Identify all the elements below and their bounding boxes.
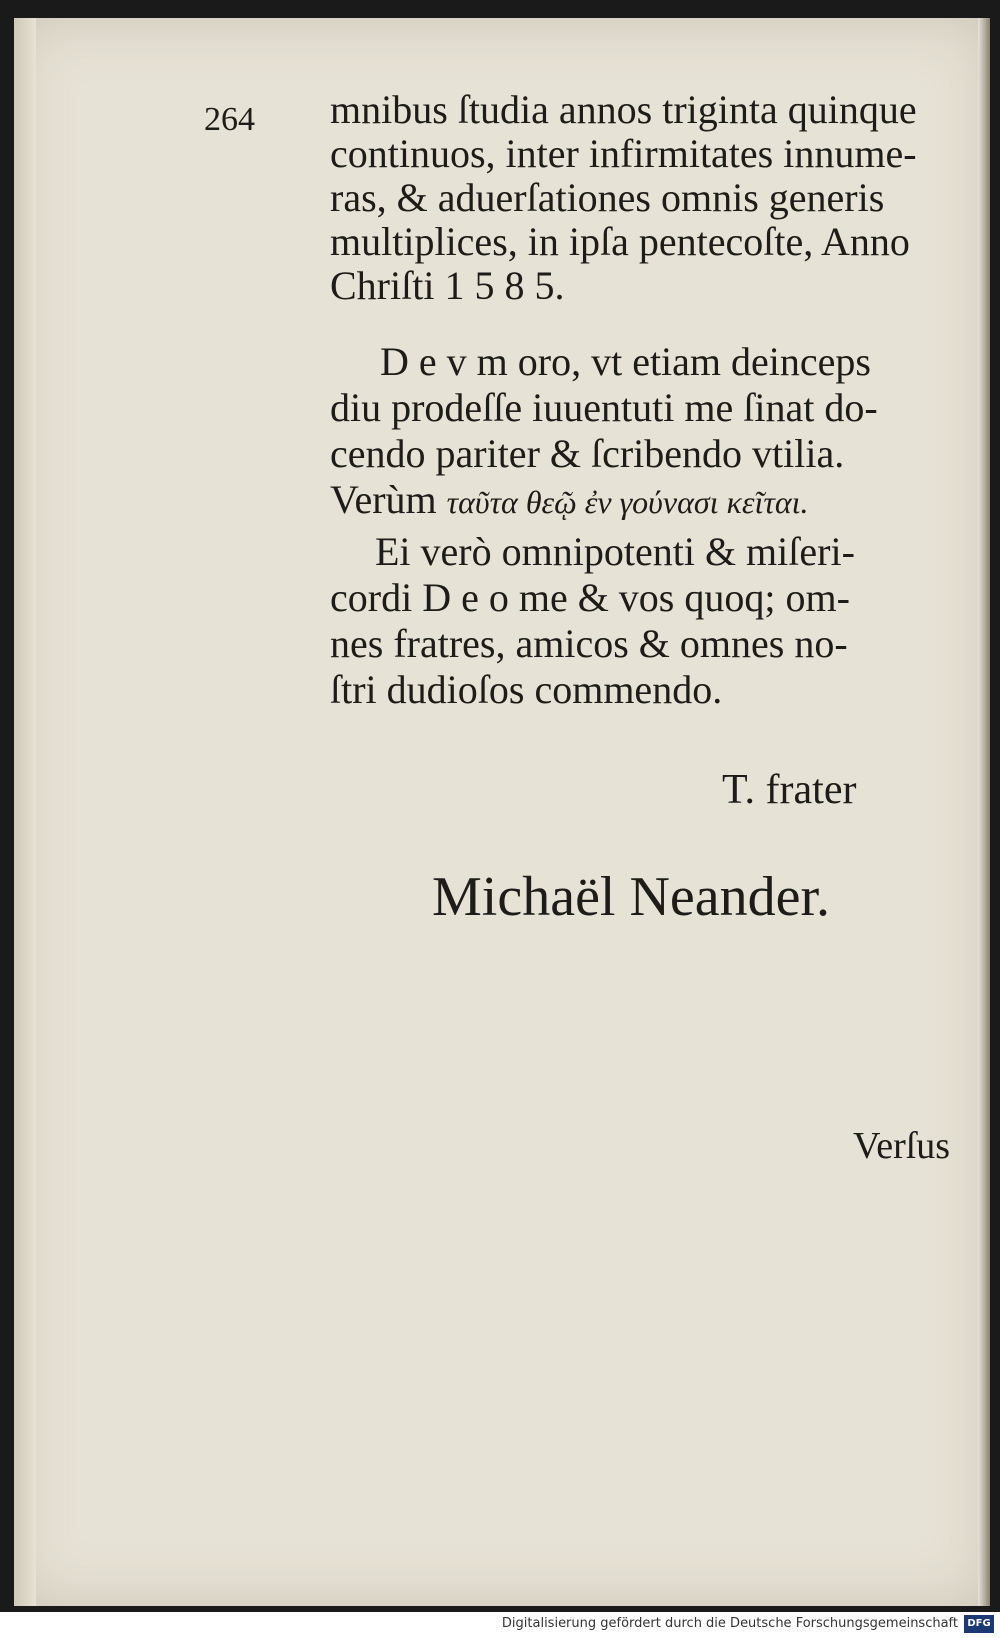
text-line: cordi D e o me & vos quoq; om- <box>330 575 850 620</box>
author-signature: Michaël Neander. <box>432 866 831 928</box>
text-line: diu prodeſſe iuuentuti me ſinat do- <box>330 385 878 430</box>
text-line: D e v m oro, vt etiam deinceps <box>380 339 871 384</box>
page-right-edge <box>978 18 990 1606</box>
greek-quote: ταῦτα θεῷ ἐν γούνασι κεῖται. <box>446 484 809 520</box>
text-line: cendo pariter & ſcribendo vtilia. <box>330 431 845 476</box>
page-number: 264 <box>204 101 255 138</box>
text-line-mixed <box>330 476 809 523</box>
text-line: continuos, inter infirmitates innume- <box>330 131 917 176</box>
closing-salutation: T. frater <box>722 767 857 813</box>
text-line: ſtri dudioſos commendo. <box>330 667 723 712</box>
catchword: Verſus <box>853 1125 951 1167</box>
text-line: Ei verò omnipotenti & miſeri- <box>375 529 855 574</box>
text-line: nes fratres, amicos & omnes no- <box>330 621 848 666</box>
text-line: Chriſti 1 5 8 5. <box>330 263 565 308</box>
dfg-logo: DFG <box>964 1615 994 1633</box>
page-gutter-edge <box>14 18 36 1606</box>
latin-word: Verùm <box>330 477 437 522</box>
footer-credit: Digitalisierung gefördert durch die Deutsche Forschungsgemeinschaft <box>501 1616 958 1631</box>
digitization-footer <box>0 1612 1000 1638</box>
text-line: mnibus ſtudia annos triginta quinque <box>330 87 917 132</box>
text-line: ras, & aduerſationes omnis generis <box>330 175 885 220</box>
text-line: multiplices, in ipſa pentecoſte, Anno <box>330 219 910 264</box>
